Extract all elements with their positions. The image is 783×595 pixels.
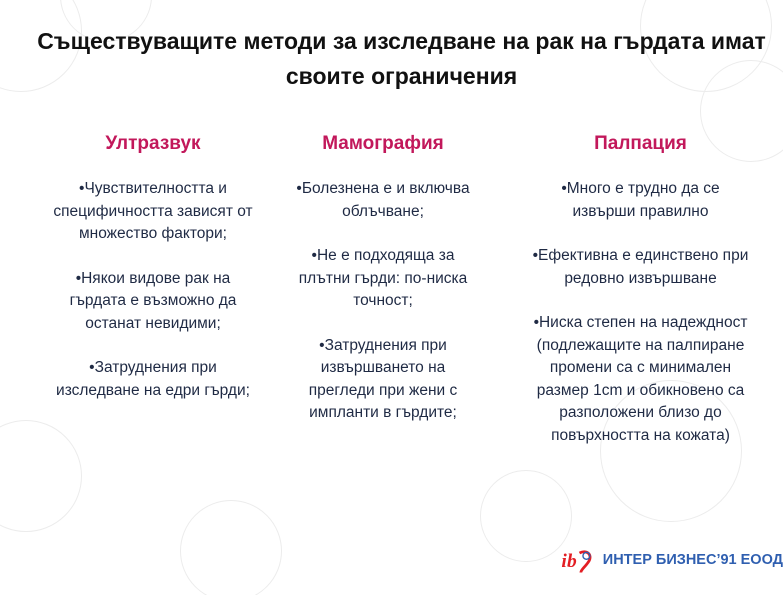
svg-text:i: i — [561, 550, 567, 572]
list-item: •Не е подходяща за плътни гърди: по-ниска точност; — [298, 247, 468, 309]
list-item: •Чувствителността и специфичността зависят от множество фактори; — [53, 180, 253, 242]
page-title: Съществуващите методи за изследване на рак на гърдата имат своите ограничения — [37, 28, 766, 89]
list-item: •Много е трудно да се извърши правилно — [561, 180, 720, 220]
column-mammography — [276, 132, 490, 447]
company-logo — [560, 540, 783, 580]
list-item: •Ефективна е единствено при редовно извършване — [532, 247, 749, 287]
list-item: •Някои видове рак на гърдата е възможно да останат невидими; — [69, 269, 237, 332]
column-palpation — [508, 132, 773, 469]
list-item: •Ниска степен на надеждност (подлежащите на палпиране промени са с минимален размер 1cm и обикновено са разположени близо до повърхността на кожата) — [533, 314, 748, 444]
column-heading: Ултразвук — [105, 133, 201, 154]
company-name: ИНТЕР БИЗНЕС’91 ЕООД — [602, 552, 783, 568]
column-heading: Мамография — [322, 133, 444, 154]
column-heading: Палпация — [594, 133, 687, 154]
list-item: •Затруднения при извършването на прегледи при жени с импланти в гърдите; — [308, 336, 458, 421]
list-item: •Болезнена е и включва облъчване; — [296, 180, 470, 220]
ib91-logo-icon — [560, 540, 595, 580]
column-ultrasound — [35, 132, 271, 424]
svg-text:b: b — [566, 550, 577, 572]
list-item: •Затруднения при изследване на едри гърди; — [56, 359, 250, 399]
